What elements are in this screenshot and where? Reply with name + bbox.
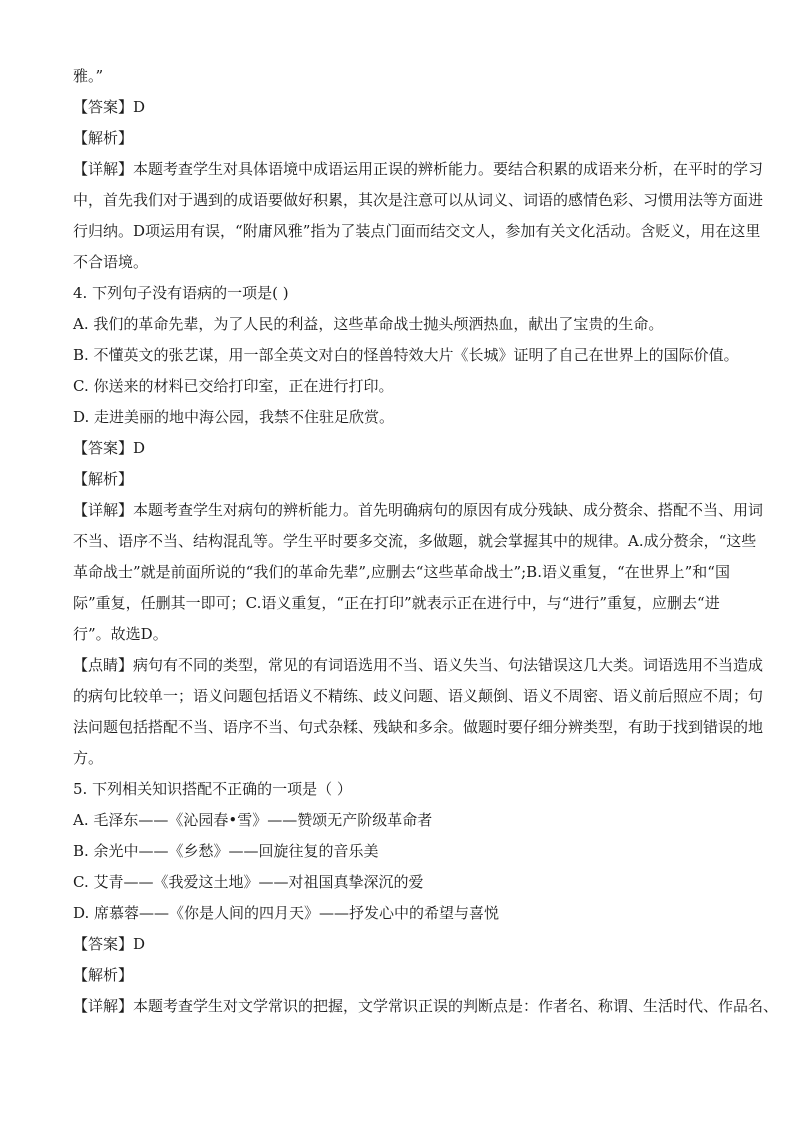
text-line: 法问题包括搭配不当、语序不当、句式杂糅、残缺和多余。做题时要仔细分辨类型，有助于找到错误的地 (73, 718, 764, 736)
text-line: 方。 (73, 749, 104, 767)
text-line: 的病句比较单一；语义问题包括语义不精练、歧义问题、语义颠倒、语义不周密、语义前后照应不周；句 (73, 687, 764, 705)
analysis-label: 【解析】 (73, 129, 134, 147)
question-heading: 4. 下列句子没有语病的一项是( ) (73, 284, 289, 302)
text-line: 【详解】本题考查学生对病句的辨析能力。首先明确病句的原因有成分残缺、成分赘余、搭配不当、用词 (73, 501, 764, 519)
text-line: 不当、语序不当、结构混乱等。学生平时要多交流，多做题，就会掌握其中的规律。A.成分赘余，“这些 (73, 532, 757, 550)
analysis-label: 【解析】 (73, 966, 134, 984)
answer-label: 【答案】D (73, 439, 146, 457)
option-d: D. 走进美丽的地中海公园，我禁不住驻足欣赏。 (73, 408, 395, 426)
option-d: D. 席慕蓉——《你是人间的四月天》——抒发心中的希望与喜悦 (73, 904, 500, 922)
text-line: 雅。” (73, 67, 104, 85)
option-c: C. 你送来的材料已交给打印室，正在进行打印。 (73, 377, 394, 395)
text-line: 行”。故选D。 (73, 625, 168, 643)
text-line: 中，首先我们对于遇到的成语要做好积累，其次是注意可以从词义、词语的感情色彩、习惯用法等方面进 (73, 191, 764, 209)
text-line: 【详解】本题考查学生对具体语境中成语运用正误的辨析能力。要结合积累的成语来分析，在平时的学习 (73, 160, 764, 178)
option-c: C. 艾青——《我爱这土地》——对祖国真挚深沉的爱 (73, 873, 424, 891)
option-b: B. 余光中——《乡愁》——回旋往复的音乐美 (73, 842, 379, 860)
text-line: 【点睛】病句有不同的类型，常见的有词语选用不当、语义失当、句法错误这几大类。词语选用不当造成 (73, 656, 764, 674)
analysis-label: 【解析】 (73, 470, 134, 488)
text-line: 不合语境。 (73, 253, 149, 271)
text-line: 革命战士”就是前面所说的“我们的革命先辈”,应删去“这些革命战士”;B.语义重复，“在世界上”和“国 (73, 563, 730, 581)
option-a: A. 毛泽东——《沁园春•雪》——赞颂无产阶级革命者 (73, 811, 433, 829)
answer-label: 【答案】D (73, 98, 146, 116)
text-line: 【详解】本题考查学生对文学常识的把握，文学常识正误的判断点是：作者名、称谓、生活时代、作品名、 (73, 997, 779, 1015)
question-heading: 5. 下列相关知识搭配不正确的一项是（ ） (73, 780, 352, 798)
option-a: A. 我们的革命先辈，为了人民的利益，这些革命战士抛头颅洒热血，献出了宝贵的生命。 (73, 315, 664, 333)
answer-label: 【答案】D (73, 935, 146, 953)
text-line: 际”重复，任删其一即可；C.语义重复，“正在打印”就表示正在进行中，与“进行”重复，应删去“进 (73, 594, 720, 612)
option-b: B. 不懂英文的张艺谋，用一部全英文对白的怪兽特效大片《长城》证明了自己在世界上的国际价值。 (73, 346, 739, 364)
text-line: 行归纳。D项运用有误，“附庸风雅”指为了装点门面而结交文人，参加有关文化活动。含贬义，用在这里 (73, 222, 761, 240)
